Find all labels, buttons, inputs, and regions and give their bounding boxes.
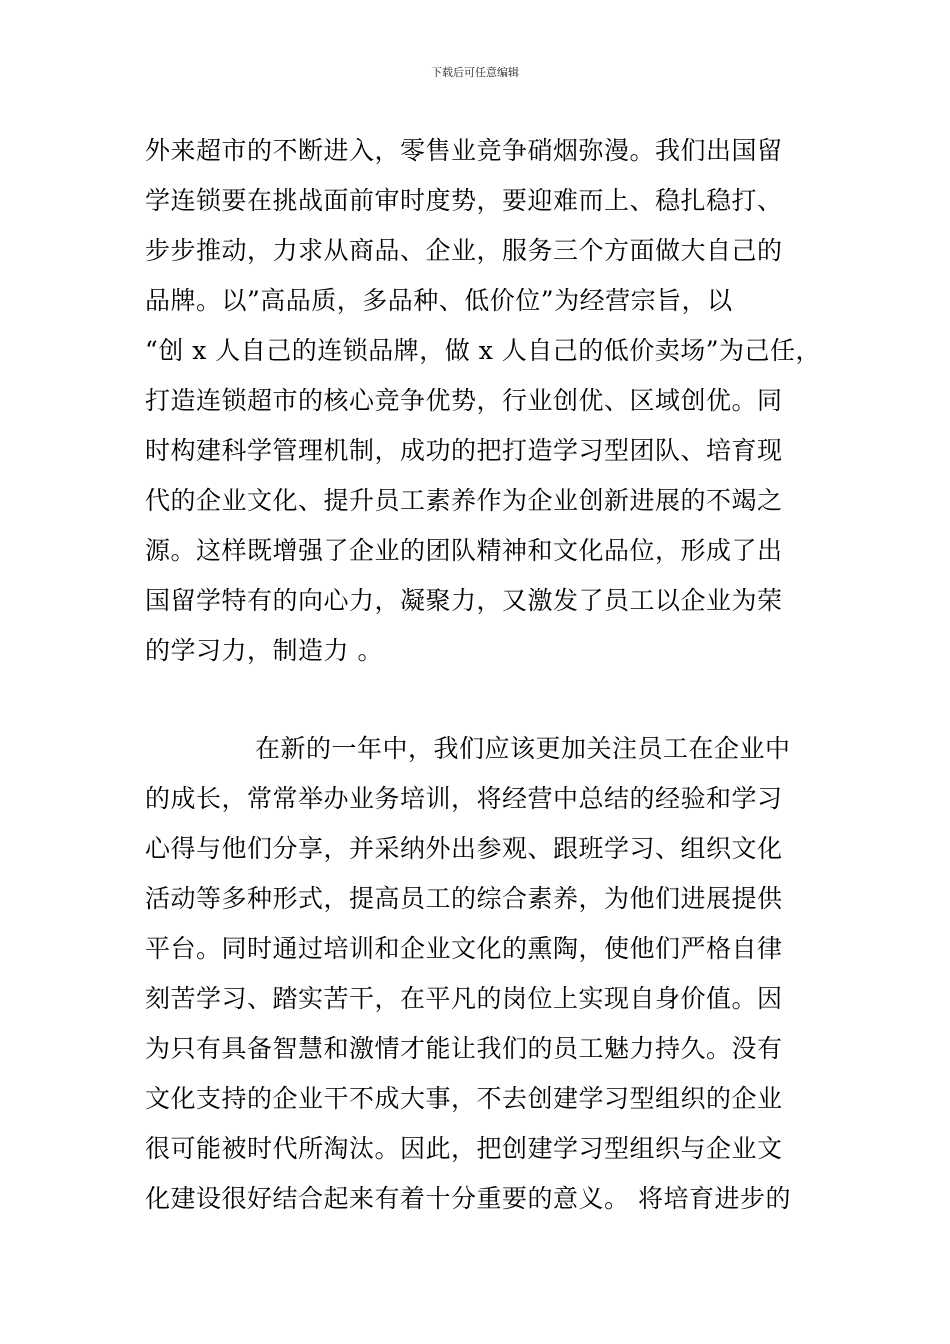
text-line: 文化支持的企业干不成大事，不去创建学习型组织的企业: [145, 1084, 783, 1113]
text-line: 代的企业文化、提升员工素养作为企业创新进展的不竭之: [145, 486, 783, 515]
text-line: 打造连锁超市的核心竞争优势，行业创优、区域创优。同: [145, 386, 783, 415]
paragraph-1: [145, 126, 822, 676]
text-line: 很可能被时代所淘汰。因此，把创建学习型组织与企业文: [145, 1134, 783, 1163]
text-line: 刻苦学习、踏实苦干，在平凡的岗位上实现自身价值。因: [145, 984, 783, 1013]
text-line: 的成长，常常举办业务培训，将经营中总结的经验和学习: [145, 784, 783, 813]
text-line: 外来超市的不断进入，零售业竞争硝烟弥漫。我们出国留: [145, 136, 783, 165]
text-line: 品牌。以”高品质，多品种、低价位”为经营宗旨，以: [145, 286, 733, 315]
text-line: 源。这样既增强了企业的团队精神和文化品位，形成了出: [145, 536, 783, 565]
text-line: “创 x 人自己的连锁品牌，做 x 人自己的低价卖场”为己任，: [145, 336, 822, 365]
text-line: 心得与他们分享，并采纳外出参观、跟班学习、组织文化: [145, 834, 783, 863]
text-line: 平台。同时通过培训和企业文化的熏陶，使他们严格自律: [145, 934, 783, 963]
text-line-indented: 在新的一年中，我们应该更加关注员工在企业中: [255, 734, 791, 763]
text-line: 化建设很好结合起来有着十分重要的意义。 将培育进步的: [145, 1184, 791, 1213]
text-line: 国留学特有的向心力，凝聚力，又激发了员工以企业为荣: [145, 586, 783, 615]
text-line: 学连锁要在挑战面前审时度势，要迎难而上、稳扎稳打、: [145, 186, 783, 215]
paragraph-2: [145, 724, 815, 1224]
text-line: 时构建科学管理机制，成功的把打造学习型团队、培育现: [145, 436, 783, 465]
text-line: 为只有具备智慧和激情才能让我们的员工魅力持久。没有: [145, 1034, 783, 1063]
text-line: 的学习力，制造力 。: [145, 636, 383, 665]
text-line: 步步推动，力求从商品、企业，服务三个方面做大自己的: [145, 236, 783, 265]
text-line: 活动等多种形式，提高员工的综合素养，为他们进展提供: [145, 884, 783, 913]
page-header: 下载后可任意编辑: [431, 66, 519, 79]
